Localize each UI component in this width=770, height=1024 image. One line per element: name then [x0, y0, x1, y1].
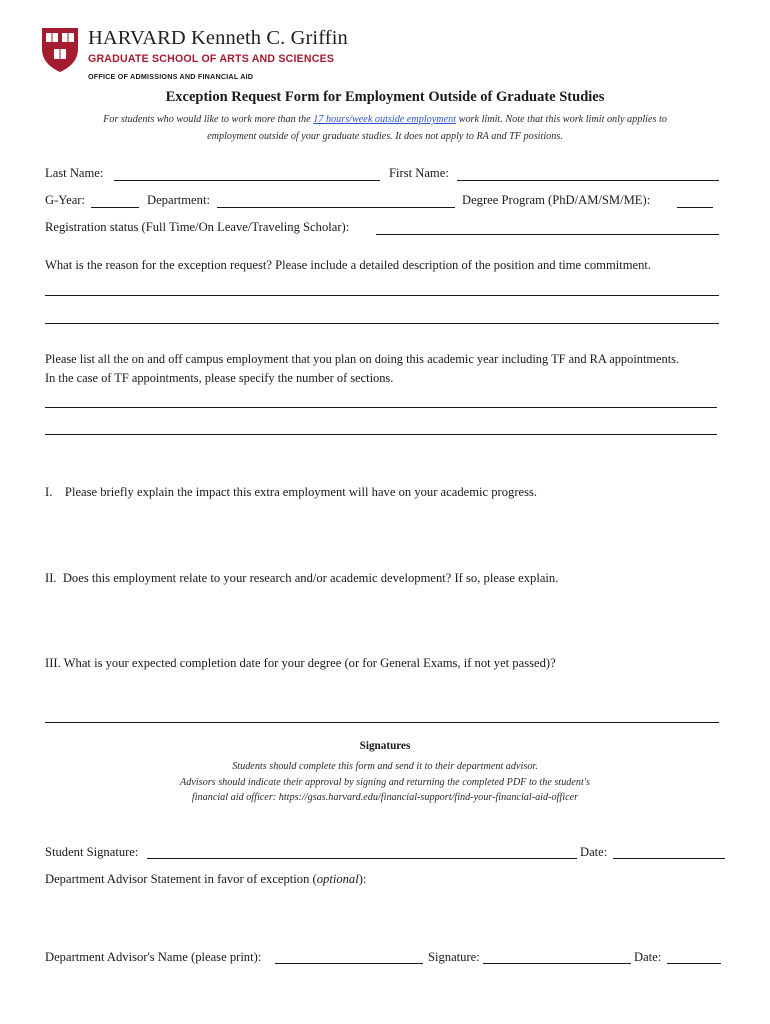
- signatures-note-3: financial aid officer: https://gsas.harvard.edu/financial-support/find-your-financial-aid-officer: [191, 792, 579, 803]
- signatures-title: Signatures: [359, 740, 411, 752]
- advisor-statement-post: ):: [358, 872, 367, 886]
- question-3: III. What is your expected completion date for your degree (or for General Exams, if not yet passed)?: [45, 656, 556, 670]
- advisor-statement-area[interactable]: [45, 892, 719, 932]
- advisor-statement-pre: Department Advisor Statement in favor of exception (: [45, 872, 317, 886]
- work-limit-link[interactable]: 17 hours/week outside employment: [313, 114, 457, 125]
- employment-list-question: Please list all the on and off campus employment that you plan on doing this academic year including TF and RA appointments. In the case of TF appointments, please specify the number of sections.: [45, 352, 680, 385]
- reason-line-2[interactable]: [45, 323, 719, 324]
- last-name-field[interactable]: [114, 180, 380, 181]
- department-field[interactable]: [217, 207, 455, 208]
- degree-program-label: Degree Program (PhD/AM/SM/ME):: [462, 193, 651, 207]
- form-title: Exception Request Form for Employment Outside of Graduate Studies: [165, 89, 605, 105]
- student-date-field[interactable]: [613, 858, 725, 859]
- g-year-field[interactable]: [91, 207, 139, 208]
- advisor-statement-optional: optional: [316, 872, 359, 886]
- student-date-label: Date:: [580, 845, 608, 859]
- harvard-shield-icon: [41, 27, 79, 73]
- advisor-signature-label: Signature:: [428, 950, 480, 964]
- degree-program-field[interactable]: [677, 207, 713, 208]
- first-name-field[interactable]: [457, 180, 719, 181]
- reason-question: What is the reason for the exception request? Please include a detailed description of the position and time commitment.: [45, 258, 652, 272]
- advisor-signature-field[interactable]: [483, 963, 631, 964]
- question-1: I. Please briefly explain the impact this extra employment will have on your academic progress.: [45, 485, 538, 499]
- question-2: II. Does this employment relate to your research and/or academic development? If so, please explain.: [45, 571, 559, 585]
- registration-status-label: Registration status (Full Time/On Leave/Traveling Scholar):: [45, 220, 350, 234]
- advisor-date-field[interactable]: [667, 963, 721, 964]
- school-name: GRADUATE SCHOOL OF ARTS AND SCIENCES: [88, 53, 335, 65]
- department-label: Department:: [147, 193, 210, 207]
- signatures-note-2: Advisors should indicate their approval by signing and returning the completed PDF to the student's: [179, 776, 590, 788]
- employment-line-1[interactable]: [45, 407, 717, 408]
- office-name: OFFICE OF ADMISSIONS AND FINANCIAL AID: [88, 72, 254, 81]
- section-divider: [45, 722, 719, 723]
- advisor-name-label: Department Advisor's Name (please print):: [45, 950, 262, 964]
- g-year-label: G-Year:: [45, 193, 85, 207]
- signatures-instructions: [140, 759, 630, 806]
- signatures-note-1: Students should complete this form and send it to their department advisor.: [232, 761, 538, 772]
- last-name-label: Last Name:: [45, 166, 104, 180]
- form-intro: [80, 111, 690, 145]
- first-name-label: First Name:: [389, 166, 449, 180]
- institution-name: HARVARD Kenneth C. Griffin: [88, 27, 348, 49]
- advisor-name-field[interactable]: [275, 963, 423, 964]
- employment-line-2[interactable]: [45, 434, 717, 435]
- advisor-date-label: Date:: [634, 950, 662, 964]
- intro-text-post: work limit. Note that this work limit only applies to employment outside of your graduate studies. It does not apply to RA and TF positions.: [207, 114, 667, 142]
- advisor-statement-label: [45, 872, 366, 887]
- registration-status-field[interactable]: [376, 234, 719, 235]
- intro-text-pre: For students who would like to work more than the: [103, 114, 314, 125]
- reason-line-1[interactable]: [45, 295, 719, 296]
- student-signature-label: Student Signature:: [45, 845, 139, 859]
- student-signature-field[interactable]: [147, 858, 577, 859]
